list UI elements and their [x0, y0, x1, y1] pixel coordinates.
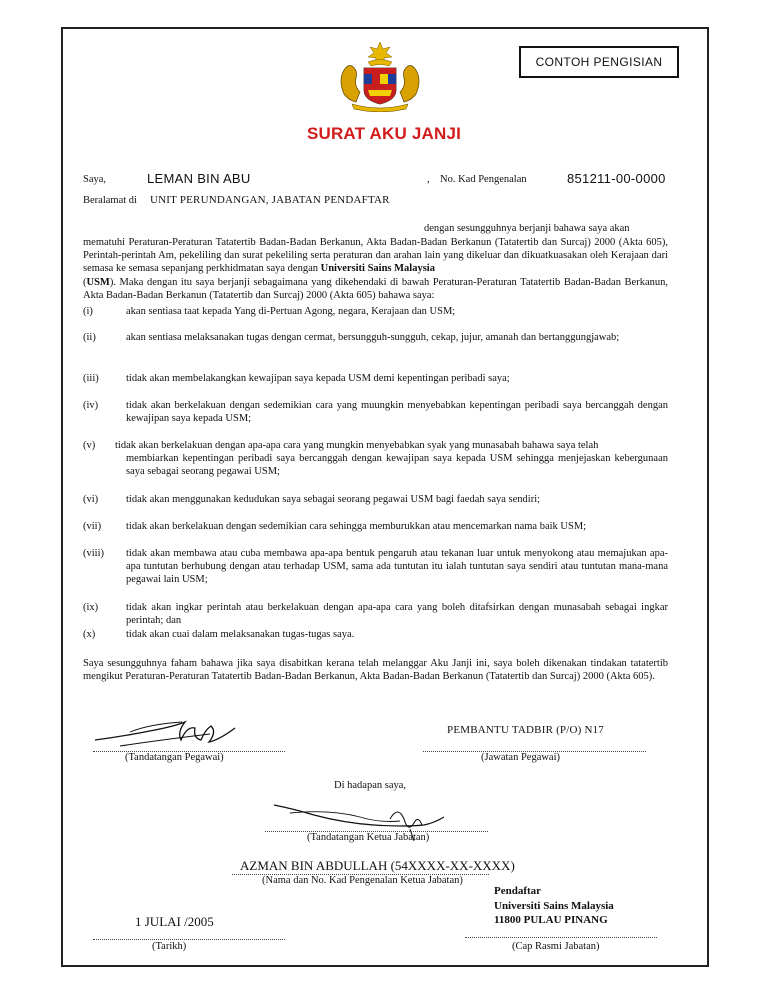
date-line: [93, 939, 285, 940]
item-text: tidak akan menggunakan kedudukan saya sebagai seorang pegawai USM bagi faedah saya sendiri;: [126, 494, 541, 505]
item-text-first: tidak akan berkelakuan dengan apa-apa cara yang mungkin menyebabkan syak yang munasabah bahawa saya telah: [115, 440, 599, 451]
item-text: tidak akan membelakangkan kewajipan saya kepada USM demi kepentingan peribadi saya;: [126, 373, 510, 384]
comma-separator: ,: [427, 174, 430, 185]
item-number: (ii): [83, 332, 96, 343]
stamp-caption: (Cap Rasmi Jabatan): [512, 941, 600, 952]
address-value: UNIT PERUNDANGAN, JABATAN PENDAFTAR: [150, 194, 390, 206]
item-text: tidak akan cuai dalam melaksanakan tugas-tugas saya.: [126, 629, 355, 640]
item-text: tidak akan ingkar perintah atau berkelakuan dengan apa-apa cara yang boleh ditafsirkan dengan munasabah sebagai ingkar perintah; dan: [126, 602, 668, 627]
stamp-line-1: Pendaftar: [494, 885, 542, 897]
closing-paragraph: Saya sesungguhnya faham bahawa jika saya disabitkan kerana telah melanggar Aku Janji ini, saya boleh dikenakan tindakan tatatertib mengikut Peraturan-Peraturan Tatatertib Badan-Badan Berkanun, Akta Badan-Badan Berkanun (Tatatertib dan Surcaj) 2000 (Akta 605).: [83, 658, 668, 683]
paren-open: (: [83, 276, 87, 288]
date-caption: (Tarikh): [152, 941, 187, 952]
position-caption: (Jawatan Pegawai): [481, 752, 561, 763]
item-number: (i): [83, 306, 93, 317]
item-number: (x): [83, 629, 96, 640]
item-number: (vii): [83, 521, 102, 532]
head-name-value: AZMAN BIN ABDULLAH (54XXXX-XX-XXXX): [240, 858, 515, 873]
document-title: SURAT AKU JANJI: [306, 124, 462, 143]
intro-paragraph: [83, 236, 668, 302]
intro-first-line: dengan sesungguhnya berjanji bahawa saya akan: [424, 223, 630, 234]
item-text: akan sentiasa melaksanakan tugas dengan cermat, bersungguh-sungguh, cekap, jujur, amanah dan bertanggungjawab;: [126, 332, 620, 343]
stamp-line-3: 11800 PULAU PINANG: [494, 914, 608, 926]
item-number: (vi): [83, 494, 99, 505]
date-value: 1 JULAI /2005: [135, 914, 214, 929]
ic-label: No. Kad Pengenalan: [440, 174, 527, 185]
item-number: (viii): [83, 548, 104, 559]
item-text-continuation: membiarkan kepentingan peribadi saya bercanggah dengan kewajipan saya kepada USM sehingga menjejaskan kebergunaan saya sebagai seorang pegawai USM;: [126, 453, 668, 478]
item-text: tidak akan berkelakuan dengan sedemikian cara sehingga memburukkan atau mencemarkan nama baik USM;: [126, 521, 587, 532]
item-number: (iii): [83, 373, 99, 384]
name-value: LEMAN BIN ABU: [147, 171, 251, 186]
item-text: tidak akan membawa atau cuba membawa apa-apa bentuk pengaruh atau tekanan luar untuk menyokong atau memajukan apa-apa tuntutan berhubung dengan atau terhadap USM, sama ada tuntutan itu ialah tuntutan saya sendiri atau tuntutan mana-mana pegawai lain USM;: [126, 548, 668, 586]
item-number: (ix): [83, 602, 99, 613]
item-number: (iv): [83, 400, 99, 411]
contoh-pengisian-box: CONTOH PENGISIAN: [519, 46, 679, 78]
item-text: [115, 439, 668, 479]
coat-of-arms-icon: [330, 40, 430, 112]
usm-full-name: Universiti Sains Malaysia: [320, 263, 435, 275]
official-stamp: [494, 884, 614, 928]
item-number: (v): [83, 440, 96, 451]
usm-abbr: USM: [86, 276, 110, 288]
intro-text-b: ). Maka dengan itu saya berjanji sebagaimana yang dikehendaki di bawah Peraturan-Peraturan Tatatertib Badan-Badan Berkanun, Akta Badan-Badan Berkanun (Tatatertib dan Surcaj) 2000 (Akta 605) bahawa saya:: [83, 276, 668, 301]
witness-heading: Di hadapan saya,: [334, 780, 407, 791]
ic-number-value: 851211-00-0000: [567, 171, 666, 186]
head-name-caption: (Nama dan No. Kad Pengenalan Ketua Jabatan): [262, 875, 463, 886]
item-text: tidak akan berkelakuan dengan sedemikian cara yang muungkin menyebabkan kepentingan peribadi saya bercanggah dengan kewajipan saya kepada USM;: [126, 400, 668, 425]
stamp-line-2: Universiti Sains Malaysia: [494, 899, 614, 912]
address-label: Beralamat di: [83, 195, 137, 206]
officer-signature-icon: [90, 710, 240, 752]
position-value: PEMBANTU TADBIR (P/O) N17: [447, 724, 605, 736]
saya-label: Saya,: [83, 174, 107, 185]
head-signature-caption: (Tandatangan Ketua Jabatan): [307, 832, 430, 843]
officer-signature-caption: (Tandatangan Pegawai): [125, 752, 224, 763]
intro-text-a: mematuhi Peraturan-Peraturan Tatatertib Badan-Badan Berkanun, Akta Badan-Badan Berkanun (Tatatertib dan Surcaj) 2000 (Akta 605), Perintah-perintah Am, pekeliling dan surat pekeliling serta peraturan dan arahan lain yang dikeluar dan dikuatkuasakan oleh Kerajaan dari semasa ke semasa sepanjang perkhidmatan saya dengan: [83, 237, 668, 275]
item-text: akan sentiasa taat kepada Yang di-Pertuan Agong, negara, Kerajaan dan USM;: [126, 306, 456, 317]
stamp-line: [465, 937, 657, 938]
